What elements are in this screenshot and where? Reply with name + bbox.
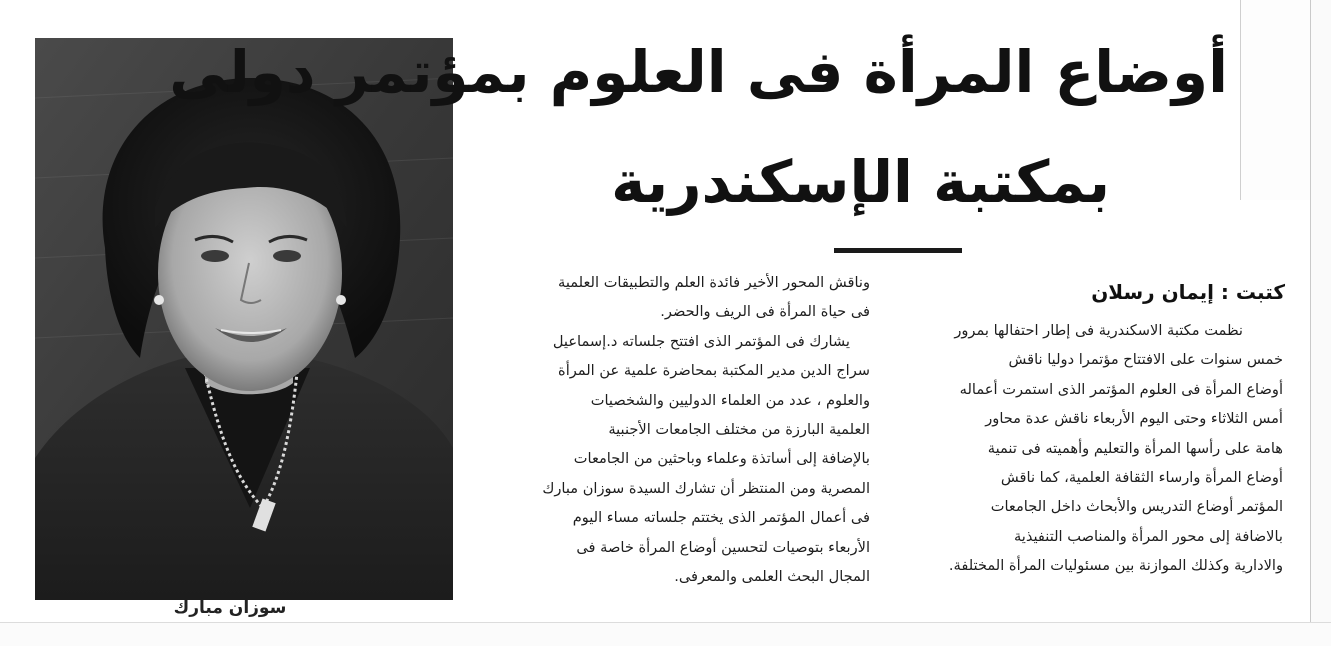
byline: كتبت : إيمان رسلان — [1091, 280, 1285, 304]
column-line: فى حياة المرأة فى الريف والحضر. — [660, 303, 870, 321]
column-line: الأربعاء بتوصيات لتحسين أوضاع المرأة خاصة فى — [576, 538, 870, 556]
headline-line-1: أوضاع المرأة فى العلوم بمؤتمر دولى — [169, 38, 1228, 106]
column-line: المجال البحث العلمى والمعرفى. — [674, 568, 870, 586]
headline-divider — [834, 248, 962, 253]
article-column-right — [875, 316, 1283, 581]
headline-line-2: بمكتبة الإسكندرية — [611, 148, 1110, 216]
column-line: وناقش المحور الأخير فائدة العلم والتطبيقات العلمية — [558, 274, 870, 291]
photo-caption: سوزان مبارك — [173, 598, 287, 618]
portrait-photo — [35, 38, 453, 600]
column-line: فى أعمال المؤتمر الذى يختتم جلساته مساء اليوم — [572, 509, 870, 527]
column-line: بالاضافة إلى محور المرأة والمناصب التنفيذية — [1013, 527, 1283, 545]
column-line: المصرية ومن المنتظر أن تشارك السيدة سوزان مبارك — [542, 479, 870, 497]
column-line: المؤتمر أوضاع التدريس والأبحاث داخل الجامعات — [990, 498, 1283, 516]
column-line: نظمت مكتبة الاسكندرية فى إطار احتفالها بمرور — [954, 322, 1243, 339]
column-line: العلمية البارزة من مختلف الجامعات الأجنبية — [608, 421, 870, 439]
column-line: أوضاع المرأة فى العلوم المؤتمر الذى استمرت أعماله — [959, 380, 1283, 398]
column-line: سراج الدين مدير المكتبة بمحاضرة علمية عن المرأة — [558, 362, 870, 380]
column-line: والعلوم ، عدد من العلماء الدوليين والشخصيات — [590, 391, 870, 409]
clipping-torn-edge-bottom — [0, 622, 1331, 646]
column-line: بالإضافة إلى أساتذة وعلماء وباحثين من الجامعات — [573, 450, 870, 468]
column-line: والادارية وكذلك الموازنة بين مسئوليات المرأة المختلفة. — [948, 557, 1283, 575]
column-line: خمس سنوات على الافتتاح مؤتمرا دوليا ناقش — [1008, 351, 1283, 369]
column-line: أوضاع المرأة وارساء الثقافة العلمية، كما ناقش — [1000, 469, 1283, 487]
column-line: هامة على رأسها المرأة والتعليم وأهميته فى تنمية — [987, 439, 1283, 457]
article-column-left — [470, 268, 870, 591]
column-line: يشارك فى المؤتمر الذى افتتح جلساته د.إسماعيل — [552, 332, 850, 350]
column-line: أمس الثلاثاء وحتى اليوم الأربعاء ناقش عدة محاور — [985, 410, 1283, 428]
portrait-illustration — [35, 38, 453, 600]
clipping-torn-edge-right — [1310, 0, 1331, 646]
headline — [169, 30, 1240, 235]
